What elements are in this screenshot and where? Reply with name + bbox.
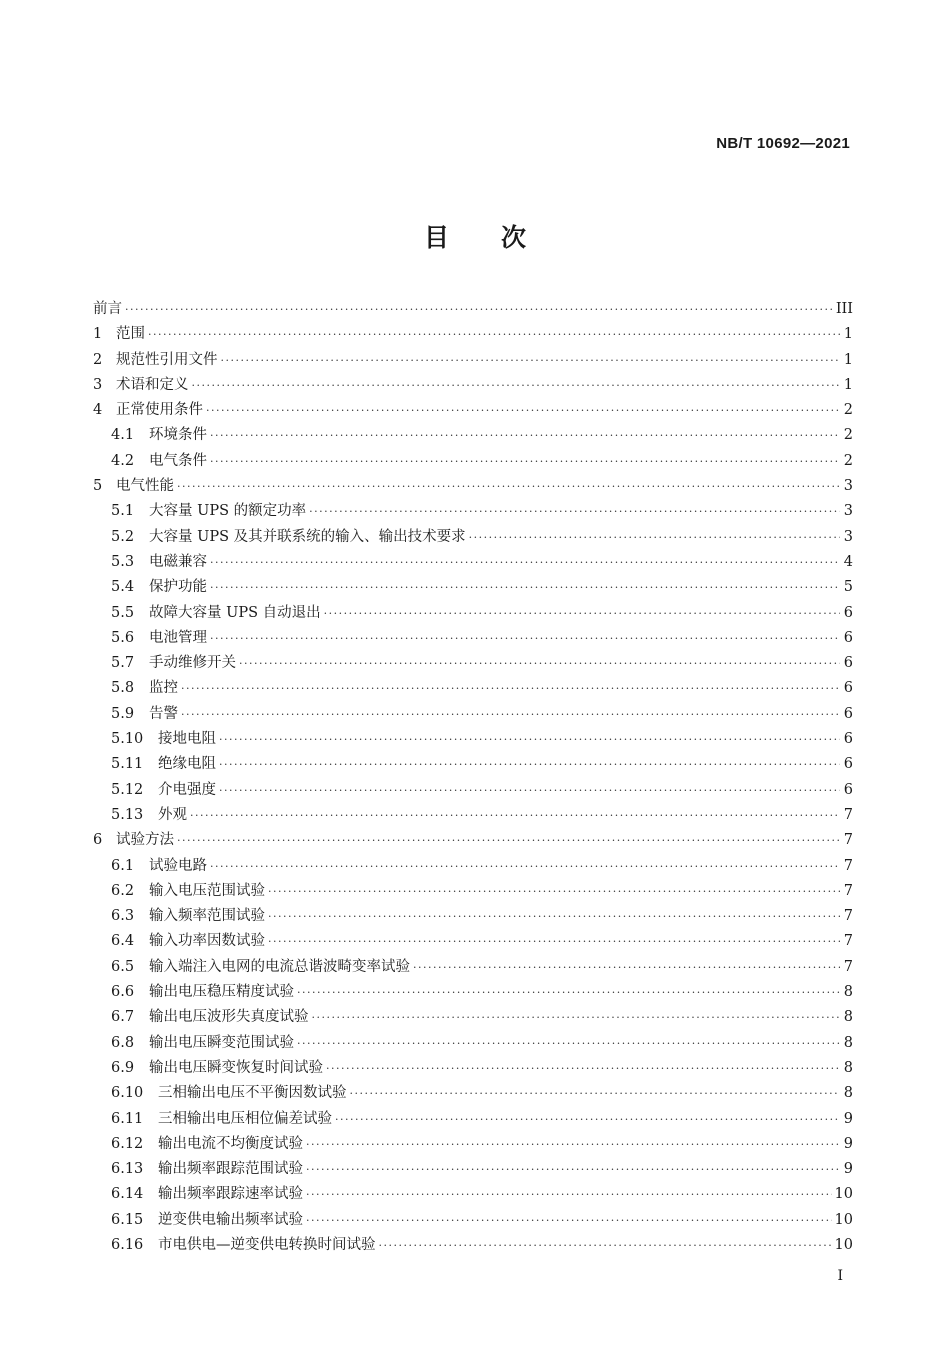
toc-entry-number: 6.6 bbox=[111, 984, 135, 1001]
toc-entry[interactable] bbox=[93, 1107, 853, 1132]
toc-entry[interactable] bbox=[93, 297, 853, 322]
toc-entry-page: 6 bbox=[843, 781, 853, 798]
toc-entry-title: 三相输出电压不平衡因数试验 bbox=[158, 1085, 347, 1102]
toc-entry-number: 5.12 bbox=[111, 781, 144, 798]
toc-entry-title: 手动维修开关 bbox=[149, 655, 236, 672]
toc-entry-title: 市电供电—逆变供电转换时间试验 bbox=[158, 1236, 376, 1253]
toc-entry-title: 绝缘电阻 bbox=[158, 756, 216, 773]
toc-entry-page: 10 bbox=[834, 1186, 853, 1203]
toc-entry-page: 3 bbox=[843, 503, 853, 520]
toc-entry-title: 电磁兼容 bbox=[149, 553, 207, 570]
toc-entry[interactable] bbox=[93, 702, 853, 727]
toc-entry-number: 6.5 bbox=[111, 958, 135, 975]
toc-entry-page: 8 bbox=[843, 1059, 853, 1076]
toc-entry-page: 9 bbox=[843, 1161, 853, 1178]
toc-entry-page: 2 bbox=[843, 427, 853, 444]
toc-entry[interactable] bbox=[93, 525, 853, 550]
toc-entry-title: 范围 bbox=[116, 326, 145, 343]
toc-entry[interactable] bbox=[93, 803, 853, 828]
toc-dot-leader bbox=[190, 803, 840, 828]
toc-entry-page: 8 bbox=[843, 1085, 853, 1102]
toc-dot-leader bbox=[177, 828, 840, 853]
toc-entry[interactable] bbox=[93, 1157, 853, 1182]
toc-dot-leader bbox=[268, 904, 840, 929]
toc-dot-leader bbox=[219, 778, 840, 803]
toc-entry[interactable] bbox=[93, 1182, 853, 1207]
toc-entry-number: 6.13 bbox=[111, 1161, 144, 1178]
toc-dot-leader bbox=[239, 651, 840, 676]
toc-dot-leader bbox=[297, 980, 840, 1005]
toc-entry-page: 3 bbox=[843, 478, 853, 495]
toc-entry-number: 6.16 bbox=[111, 1236, 144, 1253]
toc-entry-page: 6 bbox=[843, 756, 853, 773]
toc-dot-leader bbox=[306, 1157, 840, 1182]
toc-entry-title: 逆变供电输出频率试验 bbox=[158, 1211, 303, 1228]
toc-entry-number: 5.1 bbox=[111, 503, 135, 520]
toc-entry-number: 6.11 bbox=[111, 1110, 144, 1127]
toc-entry[interactable] bbox=[93, 1081, 853, 1106]
toc-dot-leader bbox=[177, 474, 840, 499]
toc-dot-leader bbox=[206, 398, 840, 423]
toc-dot-leader bbox=[413, 955, 840, 980]
toc-dot-leader bbox=[181, 702, 840, 727]
title-char-1: 目 bbox=[423, 223, 449, 252]
toc-entry[interactable] bbox=[93, 676, 853, 701]
toc-entry-number: 5.8 bbox=[111, 680, 135, 697]
toc-entry-page: 4 bbox=[843, 553, 853, 570]
toc-entry-title: 电气条件 bbox=[149, 452, 207, 469]
toc-entry-page: 9 bbox=[843, 1135, 853, 1152]
toc-entry-page: 9 bbox=[843, 1110, 853, 1127]
toc-entry-title: 输出电压瞬变恢复时间试验 bbox=[149, 1059, 323, 1076]
toc-entry-title: 规范性引用文件 bbox=[116, 351, 218, 368]
toc-entry-number: 5.4 bbox=[111, 579, 135, 596]
toc-entry-page: 10 bbox=[834, 1236, 853, 1253]
toc-entry[interactable] bbox=[93, 828, 853, 853]
toc-entry[interactable] bbox=[93, 929, 853, 954]
toc-dot-leader bbox=[309, 499, 840, 524]
toc-entry[interactable] bbox=[93, 1005, 853, 1030]
toc-entry-page: 2 bbox=[843, 402, 853, 419]
toc-dot-leader bbox=[192, 373, 841, 398]
toc-entry[interactable] bbox=[93, 651, 853, 676]
toc-entry-title: 接地电阻 bbox=[158, 731, 216, 748]
standard-code: NB/T 10692—2021 bbox=[716, 135, 850, 152]
toc-entry-title: 环境条件 bbox=[149, 427, 207, 444]
toc-dot-leader bbox=[306, 1182, 832, 1207]
toc-entry-page: 6 bbox=[843, 680, 853, 697]
toc-entry[interactable] bbox=[93, 474, 853, 499]
toc-entry[interactable] bbox=[93, 373, 853, 398]
toc-entry-number: 5.10 bbox=[111, 731, 144, 748]
toc-entry-page: 7 bbox=[843, 933, 853, 950]
toc-dot-leader bbox=[379, 1233, 832, 1258]
toc-entry[interactable] bbox=[93, 601, 853, 626]
toc-entry-title: 电气性能 bbox=[116, 478, 174, 495]
toc-entry-page: 10 bbox=[834, 1211, 853, 1228]
toc-entry-number: 5.11 bbox=[111, 756, 144, 773]
toc-dot-leader bbox=[312, 1005, 841, 1030]
toc-entry-page: 6 bbox=[843, 629, 853, 646]
toc-entry-number: 5.6 bbox=[111, 629, 135, 646]
toc-entry[interactable] bbox=[93, 955, 853, 980]
toc-entry-title: 输入端注入电网的电流总谐波畸变率试验 bbox=[149, 958, 410, 975]
toc-entry-number: 6.4 bbox=[111, 933, 135, 950]
toc-dot-leader bbox=[210, 626, 840, 651]
toc-dot-leader bbox=[221, 348, 841, 373]
toc-entry[interactable] bbox=[93, 449, 853, 474]
toc-entry-number: 2 bbox=[93, 351, 103, 368]
toc-entry-number: 4.1 bbox=[111, 427, 135, 444]
toc-entry[interactable] bbox=[93, 879, 853, 904]
toc-entry-number: 6.7 bbox=[111, 1009, 135, 1026]
toc-entry-title: 前言 bbox=[93, 301, 122, 317]
toc-entry[interactable] bbox=[93, 904, 853, 929]
toc-dot-leader bbox=[210, 575, 840, 600]
toc-dot-leader bbox=[125, 297, 833, 322]
toc-entry-title: 故障大容量 UPS 自动退出 bbox=[149, 604, 321, 621]
toc-entry-title: 大容量 UPS 的额定功率 bbox=[149, 503, 307, 520]
toc-entry-title: 试验电路 bbox=[149, 857, 207, 874]
toc-entry-page: 6 bbox=[843, 705, 853, 722]
toc-entry-number: 6.3 bbox=[111, 908, 135, 925]
toc-entry-title: 输入频率范围试验 bbox=[149, 908, 265, 925]
toc-dot-leader bbox=[326, 1056, 840, 1081]
page-number: I bbox=[837, 1268, 843, 1284]
toc-dot-leader bbox=[210, 854, 840, 879]
toc-dot-leader bbox=[219, 752, 840, 777]
toc-entry[interactable] bbox=[93, 398, 853, 423]
toc-entry-title: 输出电压瞬变范围试验 bbox=[149, 1034, 294, 1051]
toc-entry[interactable] bbox=[93, 752, 853, 777]
toc-entry-number: 5 bbox=[93, 478, 103, 495]
toc-entry[interactable] bbox=[93, 854, 853, 879]
toc-entry-page: 6 bbox=[843, 604, 853, 621]
toc-entry-number: 5.7 bbox=[111, 655, 135, 672]
toc-dot-leader bbox=[210, 423, 840, 448]
toc-entry[interactable] bbox=[93, 550, 853, 575]
toc-dot-leader bbox=[148, 322, 840, 347]
toc-entry[interactable] bbox=[93, 1233, 853, 1258]
toc-entry-page: 8 bbox=[843, 984, 853, 1001]
toc-entry-number: 5.13 bbox=[111, 806, 144, 823]
toc-entry-number: 5.5 bbox=[111, 604, 135, 621]
toc-entry-page: 1 bbox=[843, 376, 853, 393]
toc-entry-number: 6.8 bbox=[111, 1034, 135, 1051]
toc-dot-leader bbox=[350, 1081, 841, 1106]
toc-dot-leader bbox=[306, 1208, 832, 1233]
toc-entry-number: 3 bbox=[93, 376, 103, 393]
toc-entry[interactable] bbox=[93, 575, 853, 600]
toc-entry-page: III bbox=[835, 301, 853, 317]
toc-entry-title: 介电强度 bbox=[158, 781, 216, 798]
toc-entry-title: 监控 bbox=[149, 680, 178, 697]
toc-entry-title: 输出电压稳压精度试验 bbox=[149, 984, 294, 1001]
toc-dot-leader bbox=[268, 929, 840, 954]
toc-entry-number: 5.2 bbox=[111, 528, 135, 545]
toc-dot-leader bbox=[335, 1107, 840, 1132]
toc-entry-page: 7 bbox=[843, 832, 853, 849]
toc-entry[interactable] bbox=[93, 1031, 853, 1056]
toc-entry[interactable] bbox=[93, 322, 853, 347]
toc-entry-title: 电池管理 bbox=[149, 629, 207, 646]
toc-entry-number: 6.1 bbox=[111, 857, 135, 874]
toc-entry-number: 6.2 bbox=[111, 882, 135, 899]
toc-entry-title: 保护功能 bbox=[149, 579, 207, 596]
toc-entry-number: 1 bbox=[93, 326, 103, 343]
toc-entry-number: 6.15 bbox=[111, 1211, 144, 1228]
toc-entry[interactable] bbox=[93, 778, 853, 803]
toc-entry-title: 正常使用条件 bbox=[116, 402, 203, 419]
toc-entry-page: 8 bbox=[843, 1034, 853, 1051]
toc-entry-title: 大容量 UPS 及其并联系统的输入、输出技术要求 bbox=[149, 528, 466, 545]
toc-entry-number: 6.14 bbox=[111, 1186, 144, 1203]
toc-entry-page: 7 bbox=[843, 958, 853, 975]
toc-entry-page: 7 bbox=[843, 857, 853, 874]
toc-entry-number: 6.10 bbox=[111, 1085, 144, 1102]
toc-entry-number: 4.2 bbox=[111, 452, 135, 469]
toc-entry-number: 6 bbox=[93, 832, 103, 849]
toc-dot-leader bbox=[268, 879, 840, 904]
toc-entry-title: 输入功率因数试验 bbox=[149, 933, 265, 950]
toc-entry-title: 三相输出电压相位偏差试验 bbox=[158, 1110, 332, 1127]
toc-entry-page: 3 bbox=[843, 528, 853, 545]
toc-dot-leader bbox=[324, 601, 840, 626]
toc-entry-page: 7 bbox=[843, 908, 853, 925]
toc-entry[interactable] bbox=[93, 727, 853, 752]
toc-entry-number: 6.12 bbox=[111, 1135, 144, 1152]
toc-entry[interactable] bbox=[93, 1208, 853, 1233]
table-of-contents bbox=[93, 297, 853, 1258]
toc-dot-leader bbox=[210, 550, 840, 575]
toc-entry-number: 6.9 bbox=[111, 1059, 135, 1076]
toc-dot-leader bbox=[469, 525, 840, 550]
toc-entry-title: 输出频率跟踪速率试验 bbox=[158, 1186, 303, 1203]
toc-entry-title: 输出频率跟踪范围试验 bbox=[158, 1161, 303, 1178]
toc-entry[interactable] bbox=[93, 423, 853, 448]
toc-entry-number: 5.3 bbox=[111, 553, 135, 570]
toc-entry-page: 7 bbox=[843, 806, 853, 823]
toc-entry-page: 6 bbox=[843, 655, 853, 672]
toc-entry-page: 5 bbox=[843, 579, 853, 596]
toc-entry-number: 5.9 bbox=[111, 705, 135, 722]
toc-entry-number: 4 bbox=[93, 402, 103, 419]
toc-entry-page: 1 bbox=[843, 351, 853, 368]
page-title bbox=[0, 218, 950, 254]
toc-entry[interactable] bbox=[93, 499, 853, 524]
title-char-2: 次 bbox=[501, 223, 527, 252]
toc-entry-page: 2 bbox=[843, 452, 853, 469]
toc-entry[interactable] bbox=[93, 980, 853, 1005]
toc-entry-page: 7 bbox=[843, 882, 853, 899]
toc-entry-title: 试验方法 bbox=[116, 832, 174, 849]
toc-entry-page: 8 bbox=[843, 1009, 853, 1026]
toc-entry-title: 术语和定义 bbox=[116, 376, 189, 393]
toc-dot-leader bbox=[306, 1132, 840, 1157]
toc-entry-title: 输入电压范围试验 bbox=[149, 882, 265, 899]
toc-entry-title: 外观 bbox=[158, 806, 187, 823]
toc-entry[interactable] bbox=[93, 1056, 853, 1081]
toc-entry[interactable] bbox=[93, 348, 853, 373]
toc-entry-title: 输出电压波形失真度试验 bbox=[149, 1009, 309, 1026]
toc-entry[interactable] bbox=[93, 626, 853, 651]
toc-entry-page: 6 bbox=[843, 731, 853, 748]
toc-dot-leader bbox=[219, 727, 840, 752]
toc-dot-leader bbox=[181, 676, 840, 701]
toc-entry-title: 输出电流不均衡度试验 bbox=[158, 1135, 303, 1152]
toc-entry-page: 1 bbox=[843, 326, 853, 343]
toc-entry[interactable] bbox=[93, 1132, 853, 1157]
toc-dot-leader bbox=[210, 449, 840, 474]
toc-entry-title: 告警 bbox=[149, 705, 178, 722]
toc-dot-leader bbox=[297, 1031, 840, 1056]
